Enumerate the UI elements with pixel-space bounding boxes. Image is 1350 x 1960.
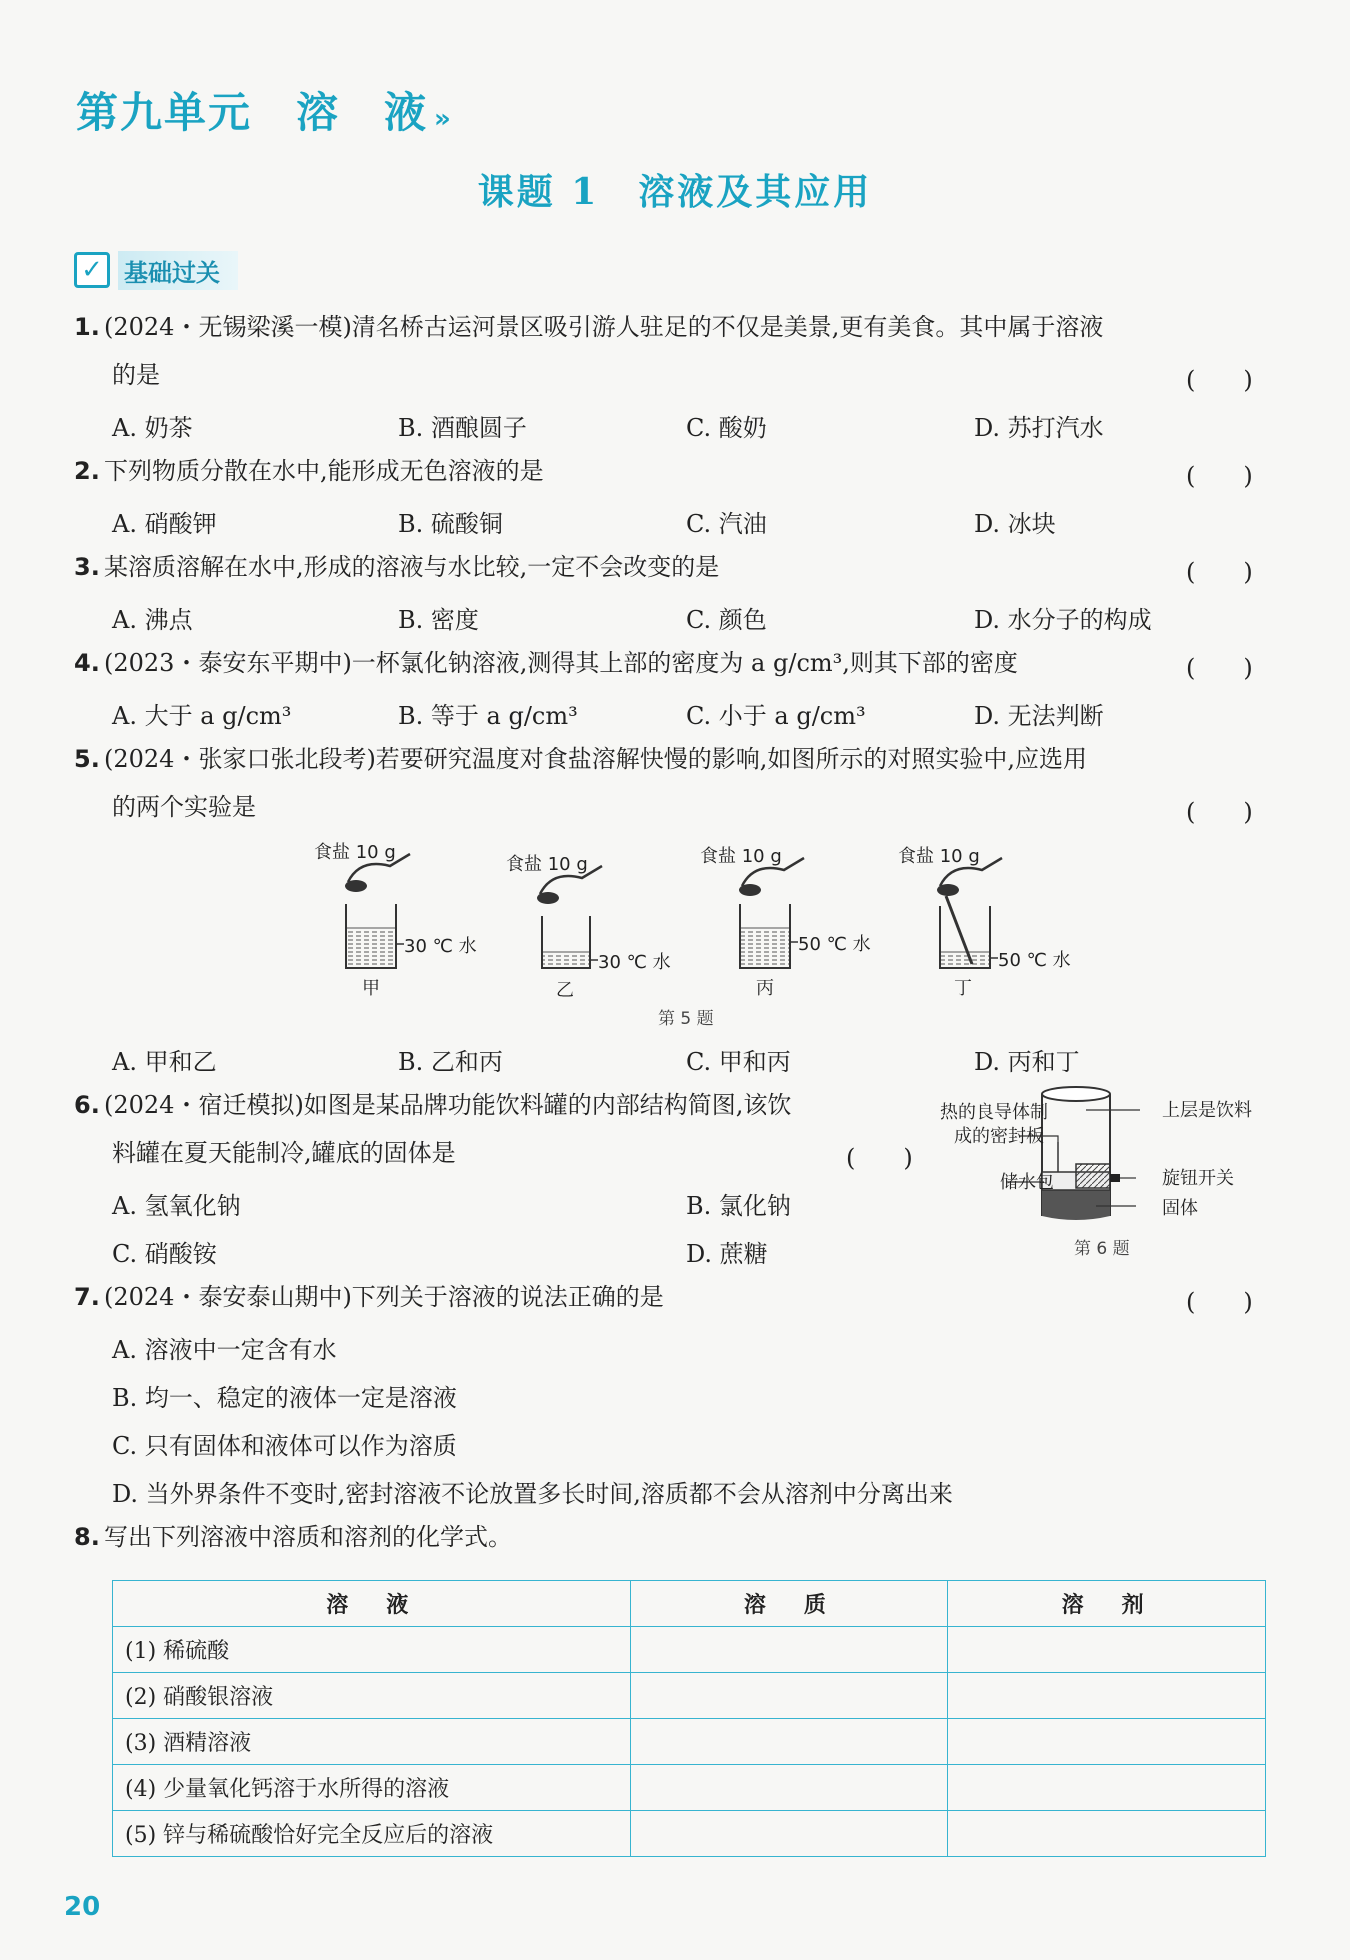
header-solvent: 溶 剂: [948, 1581, 1266, 1627]
drink-label: 上层是饮料: [1162, 1100, 1252, 1121]
option: A. 甲和乙: [112, 1048, 217, 1076]
switch-label: 旋钮开关: [1162, 1168, 1234, 1189]
solution-cell: (5) 锌与稀硫酸恰好完全反应后的溶液: [113, 1811, 631, 1857]
figure-caption: 第 5 题: [658, 1009, 714, 1029]
table-row: [113, 1765, 1266, 1811]
option: B. 均一、稳定的液体一定是溶液: [112, 1384, 457, 1412]
table-header-row: [113, 1581, 1266, 1627]
option: C. 颜色: [686, 606, 767, 634]
solvent-input-cell[interactable]: [948, 1719, 1266, 1765]
option: D. 蔗糖: [686, 1240, 768, 1268]
option: C. 小于 a g/cm³: [686, 702, 866, 730]
option: B. 氯化钠: [686, 1192, 791, 1220]
solvent-input-cell[interactable]: [948, 1627, 1266, 1673]
answer-blank: ( ): [1186, 462, 1253, 490]
question-6: 6. (2024・宿迁模拟)如图是某品牌功能饮料罐的内部结构简图,该饮: [74, 1091, 792, 1119]
unit-title: 第九单元 溶 液 »: [76, 88, 453, 137]
water-label: 50 ℃ 水: [798, 934, 871, 955]
question-6-line2: 料罐在夏天能制冷,罐底的固体是: [112, 1139, 456, 1167]
answer-blank: ( ): [1186, 558, 1253, 586]
beaker-yi: [537, 866, 602, 968]
section-tag: [74, 250, 238, 290]
question-5: 5. (2024・张家口张北段考)若要研究温度对食盐溶解快慢的影响,如图所示的对照实验中,应选用: [74, 745, 1088, 773]
option: A. 大于 a g/cm³: [112, 702, 292, 730]
option: B. 硫酸铜: [398, 510, 503, 538]
question-2: 2. 下列物质分散在水中,能形成无色溶液的是: [74, 457, 544, 485]
answer-blank: ( ): [1186, 798, 1253, 826]
beaker-jia: [345, 854, 410, 968]
solution-cell: (2) 硝酸银溶液: [113, 1673, 631, 1719]
solute-input-cell[interactable]: [630, 1765, 948, 1811]
question-4: 4. (2023・泰安东平期中)一杯氯化钠溶液,测得其上部的密度为 a g/cm³,则其下部的密度: [74, 649, 1018, 677]
question-7: 7. (2024・泰安泰山期中)下列关于溶液的说法正确的是: [74, 1283, 664, 1311]
solid-label: 固体: [1162, 1198, 1198, 1219]
salt-label: 食盐 10 g: [700, 846, 782, 867]
question-3: 3. 某溶质溶解在水中,形成的溶液与水比较,一定不会改变的是: [74, 553, 720, 581]
water-bag-label: 储水包: [1000, 1172, 1054, 1193]
solution-cell: (3) 酒精溶液: [113, 1719, 631, 1765]
header-solution: 溶 液: [113, 1581, 631, 1627]
option: A. 奶茶: [112, 414, 193, 442]
question-1: 1. (2024・无锡梁溪一模)清名桥古运河景区吸引游人驻足的不仅是美景,更有美食。其中属于溶液: [74, 313, 1104, 341]
beaker-name: 乙: [556, 980, 574, 1001]
water-label: 50 ℃ 水: [998, 950, 1071, 971]
solvent-input-cell[interactable]: [948, 1673, 1266, 1719]
beaker-name: 甲: [362, 978, 380, 999]
option: C. 汽油: [686, 510, 767, 538]
option: D. 当外界条件不变时,密封溶液不论放置多长时间,溶质都不会从溶剂中分离出来: [112, 1480, 953, 1508]
option: B. 乙和丙: [398, 1048, 503, 1076]
option: D. 冰块: [974, 510, 1056, 538]
solution-cell: (4) 少量氧化钙溶于水所得的溶液: [113, 1765, 631, 1811]
option: A. 氢氧化钠: [112, 1192, 241, 1220]
beaker-name: 丙: [756, 978, 774, 999]
solution-table: [112, 1580, 1266, 1857]
header-solute: 溶 质: [630, 1581, 948, 1627]
option: D. 无法判断: [974, 702, 1104, 730]
option: D. 丙和丁: [974, 1048, 1080, 1076]
table-row: [113, 1811, 1266, 1857]
option: A. 溶液中一定含有水: [112, 1336, 337, 1364]
table-row: [113, 1719, 1266, 1765]
option: D. 苏打汽水: [974, 414, 1104, 442]
option: C. 硝酸铵: [112, 1240, 217, 1268]
lesson-title: 课题 1 溶液及其应用: [477, 171, 873, 213]
option: A. 硝酸钾: [112, 510, 217, 538]
salt-label: 食盐 10 g: [314, 842, 396, 863]
question-5-line2: 的两个实验是: [112, 793, 256, 821]
water-label: 30 ℃ 水: [598, 952, 671, 973]
plate-label: 成的密封板: [954, 1126, 1044, 1147]
option: C. 只有固体和液体可以作为溶质: [112, 1432, 457, 1460]
option: A. 沸点: [112, 606, 193, 634]
table-row: [113, 1673, 1266, 1719]
beaker-bing: [739, 858, 804, 968]
figure-5: [300, 838, 1100, 1038]
figure-6: [936, 1082, 1276, 1262]
answer-blank: ( ): [1186, 366, 1253, 394]
answer-blank: ( ): [1186, 1288, 1253, 1316]
table-row: [113, 1627, 1266, 1673]
salt-label: 食盐 10 g: [506, 854, 588, 875]
plate-label: 热的良导体制: [940, 1102, 1048, 1123]
salt-label: 食盐 10 g: [898, 846, 980, 867]
beaker-name: 丁: [954, 978, 972, 999]
check-icon: ✓: [74, 252, 110, 288]
double-chevron-icon: »: [434, 104, 453, 134]
option: C. 酸奶: [686, 414, 767, 442]
solute-input-cell[interactable]: [630, 1719, 948, 1765]
figure-caption: 第 6 题: [1074, 1239, 1130, 1259]
solvent-input-cell[interactable]: [948, 1765, 1266, 1811]
solute-input-cell[interactable]: [630, 1811, 948, 1857]
option: C. 甲和丙: [686, 1048, 791, 1076]
solvent-input-cell[interactable]: [948, 1811, 1266, 1857]
option: D. 水分子的构成: [974, 606, 1152, 634]
solute-input-cell[interactable]: [630, 1627, 948, 1673]
question-1-line2: 的是: [112, 361, 160, 389]
page-number: 20: [64, 1892, 101, 1922]
solution-cell: (1) 稀硫酸: [113, 1627, 631, 1673]
question-8: 8. 写出下列溶液中溶质和溶剂的化学式。: [74, 1523, 512, 1551]
section-tag-label: 基础过关: [118, 251, 238, 290]
answer-blank: ( ): [846, 1144, 913, 1172]
option: B. 酒酿圆子: [398, 414, 527, 442]
beaker-ding: [937, 858, 1002, 968]
option: B. 密度: [398, 606, 479, 634]
water-label: 30 ℃ 水: [404, 936, 477, 957]
answer-blank: ( ): [1186, 654, 1253, 682]
option: B. 等于 a g/cm³: [398, 702, 578, 730]
solute-input-cell[interactable]: [630, 1673, 948, 1719]
